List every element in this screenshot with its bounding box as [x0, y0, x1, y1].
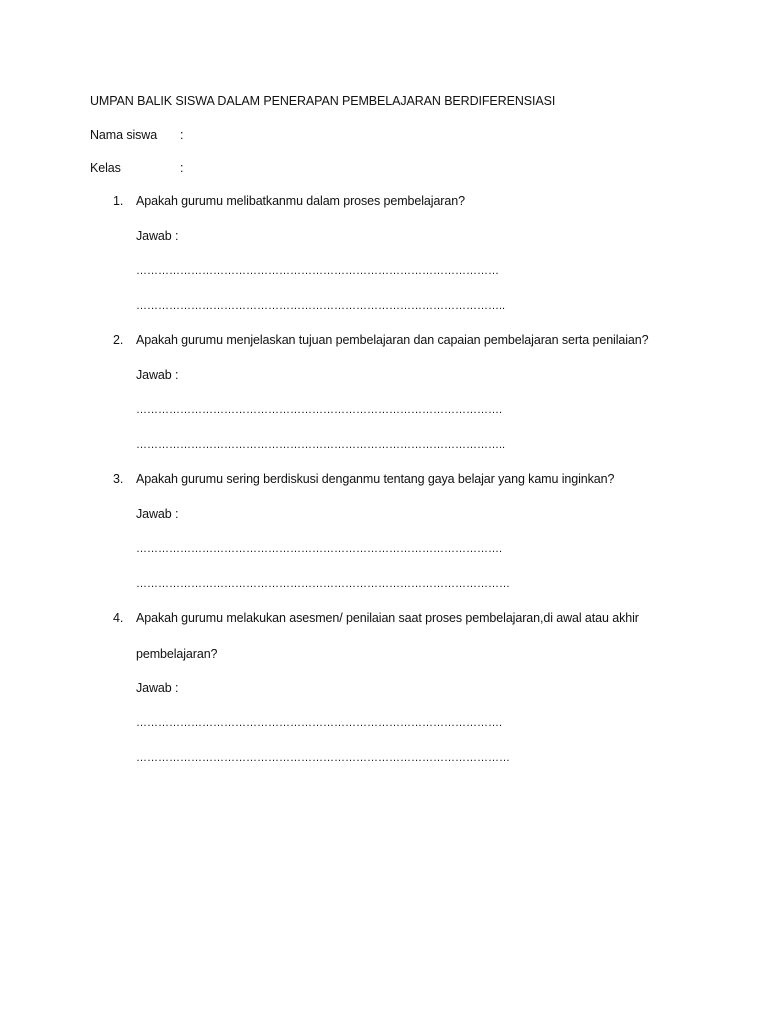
question-text-2: Apakah gurumu menjelaskan tujuan pembelajaran dan capaian pembelajaran serta penilaian? — [136, 333, 649, 347]
question-number-1: 1. — [113, 194, 124, 208]
question-number-3: 3. — [113, 472, 124, 486]
field-colon-kelas: : — [180, 161, 184, 175]
answer-line-3b: ………………………………………………………………………………………… — [136, 578, 510, 590]
answer-label-4: Jawab : — [136, 681, 179, 695]
answer-line-1a: ……………………………………………………………………………………… — [136, 265, 499, 277]
answer-line-2a: ………………………………………………………………………………………. — [136, 404, 503, 416]
answer-label-1: Jawab : — [136, 229, 179, 243]
field-label-kelas: Kelas — [90, 161, 121, 175]
question-text-1: Apakah gurumu melibatkanmu dalam proses pembelajaran? — [136, 194, 465, 208]
answer-line-2b: ……………………………………………………………………………………….. — [136, 439, 506, 451]
answer-label-3: Jawab : — [136, 507, 179, 521]
question-number-2: 2. — [113, 333, 124, 347]
answer-line-4b: ………………………………………………………………………………………… — [136, 752, 510, 764]
document-title: UMPAN BALIK SISWA DALAM PENERAPAN PEMBELAJARAN BERDIFERENSIASI — [90, 94, 556, 108]
answer-label-2: Jawab : — [136, 368, 179, 382]
field-colon-nama-siswa: : — [180, 128, 184, 142]
answer-line-1b: ……………………………………………………………………………………….. — [136, 300, 506, 312]
field-label-nama-siswa: Nama siswa — [90, 128, 158, 142]
question-text-4: Apakah gurumu melakukan asesmen/ penilaian saat proses pembelajaran,di awal atau akhir — [136, 611, 639, 625]
question-number-4: 4. — [113, 611, 124, 625]
answer-line-3a: ………………………………………………………………………………………. — [136, 543, 503, 555]
answer-line-4a: ………………………………………………………………………………………. — [136, 717, 503, 729]
question-text-4-continuation: pembelajaran? — [136, 647, 218, 661]
question-text-3: Apakah gurumu sering berdiskusi denganmu tentang gaya belajar yang kamu inginkan? — [136, 472, 615, 486]
